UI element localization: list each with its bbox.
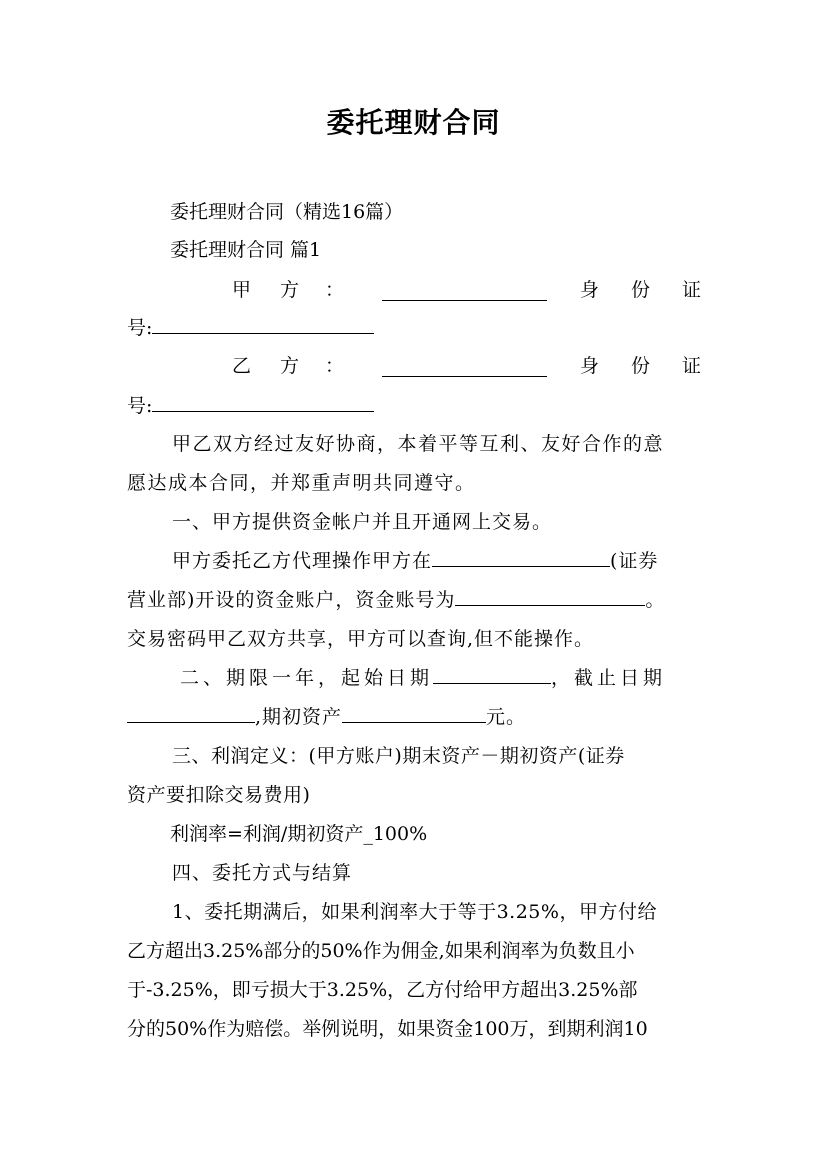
party-a-label-char: 方 — [280, 279, 300, 301]
party-a-label-char: 甲 — [232, 279, 252, 301]
party-b-label-char: 乙 — [232, 355, 252, 377]
profit-rate-formula: 利润率=利润/期初资产_100% — [170, 823, 428, 845]
intro-paragraph-line: 愿达成本合同，并郑重声明共同遵守。 — [127, 472, 476, 494]
party-a-label-char: ： — [325, 279, 345, 301]
clause-2-line-a — [180, 664, 666, 692]
clause-2-a-text-end: ，截止日期 — [551, 667, 667, 689]
party-a-id-char: 身 — [580, 279, 600, 301]
initial-assets-blank[interactable] — [342, 704, 486, 723]
clause-4-1-line: 1、委托期满后，如果利润率大于等于3.25%，甲方付给 — [172, 901, 657, 923]
party-a-id-prefix: 号: — [127, 317, 153, 339]
intro-paragraph-line: 甲乙双方经过友好协商，本着平等互利、友好合作的意 — [172, 433, 665, 455]
document-subtitle: 委托理财合同（精选16篇） — [170, 201, 404, 223]
party-b-id-char: 份 — [631, 355, 651, 377]
clause-1-line-c: 交易密码甲乙双方共享，甲方可以查询,但不能操作。 — [127, 628, 595, 650]
clause-2-a-text: 二、期限一年，起始日期 — [180, 667, 434, 689]
clause-4-1-line: 分的50%作为赔偿。举例说明，如果资金100万，到期利润10 — [127, 1018, 648, 1040]
clause-1-line-b — [127, 586, 665, 614]
party-b-id-prefix: 号: — [127, 395, 153, 417]
party-a-id-char: 证 — [682, 279, 702, 301]
party-b-label-char: ： — [325, 355, 345, 377]
clause-2-b-text-end: 元。 — [486, 706, 527, 728]
document-title: 委托理财合同 — [326, 106, 501, 139]
clause-4-1-line: 于-3.25%，即亏损大于3.25%，乙方付给甲方超出3.25%部 — [127, 979, 638, 1001]
clause-1-a-text-end: (证券 — [610, 550, 659, 572]
clause-1-b-text-end: 。 — [645, 589, 666, 611]
party-b-id-char: 身 — [580, 355, 600, 377]
party-a-id-line — [127, 314, 374, 342]
clause-1-line-a — [172, 547, 658, 575]
party-a-id-blank[interactable] — [152, 315, 374, 334]
securities-branch-blank[interactable] — [432, 548, 610, 567]
clause-1-heading: 一、甲方提供资金帐户并且开通网上交易。 — [172, 511, 553, 533]
clause-3-line-b: 资产要扣除交易费用) — [127, 784, 311, 806]
party-b-name-blank[interactable] — [382, 358, 547, 377]
party-b-id-blank[interactable] — [152, 393, 374, 412]
clause-2-b-text: ,期初资产 — [255, 706, 343, 728]
clause-3-line-a: 三、利润定义：(甲方账户)期末资产－期初资产(证券 — [172, 745, 625, 767]
clause-1-b-text: 营业部)开设的资金账户，资金账号为 — [127, 589, 456, 611]
party-b-id-char: 证 — [682, 355, 702, 377]
party-a-id-char: 份 — [631, 279, 651, 301]
start-date-blank[interactable] — [433, 665, 551, 684]
clause-1-a-text: 甲方委托乙方代理操作甲方在 — [172, 550, 433, 572]
section-heading: 委托理财合同 篇1 — [170, 239, 322, 261]
party-a-name-blank[interactable] — [382, 282, 547, 301]
account-number-blank[interactable] — [455, 587, 645, 606]
end-date-blank[interactable] — [127, 704, 255, 723]
clause-4-1-line: 乙方超出3.25%部分的50%作为佣金,如果利润率为负数且小 — [127, 940, 635, 962]
party-b-id-line — [127, 392, 374, 420]
party-b-label-char: 方 — [280, 355, 300, 377]
clause-2-line-b — [127, 703, 526, 731]
clause-4-heading: 四、委托方式与结算 — [172, 862, 353, 884]
